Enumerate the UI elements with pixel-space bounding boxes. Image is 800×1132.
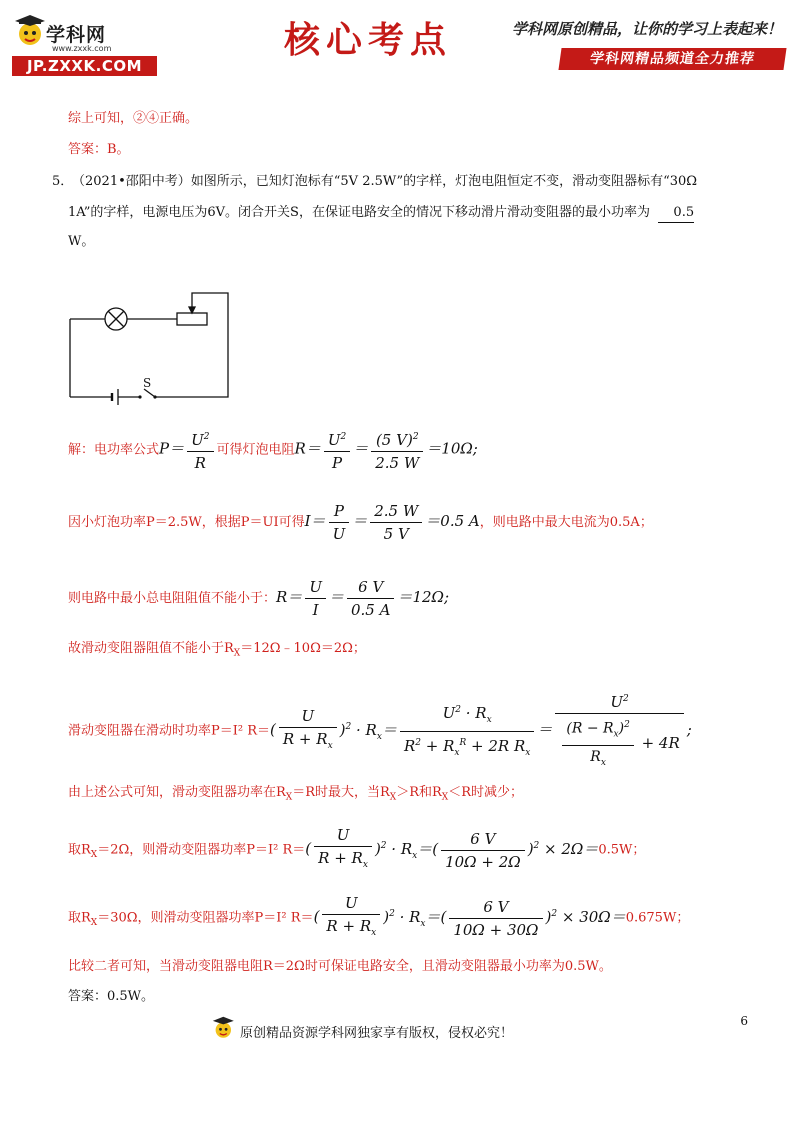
solution-1-mid: 可得灯泡电阻 [216, 442, 295, 458]
solution-line-8: 取$R_X=30\Omega$，则滑动变阻器功率P＝I² R＝( $\frac{U}{R + R_x}$ )$^2 \cdot R_x=$( $\frac{6 V}{10\Omega + 30\Omega}$ )$^2$ × 30Ω＝0.675W； [68, 894, 690, 939]
solution-4-text: 故滑动变阻器阻值不能小于R [68, 641, 234, 656]
logo-url: www.zxxk.com [52, 44, 112, 53]
solution-line-9: 比较二者可知，当滑动变阻器电阻R＝2Ω时可保证电路安全，且滑动变阻器最小功率为0.5W。 [68, 959, 612, 974]
solution-2-prefix: 因小灯泡功率P＝2.5W，根据P＝UI可得 [68, 515, 305, 530]
header-title: 核心考点 [284, 19, 453, 61]
summary-text: 综上可知，②④正确。 [68, 111, 199, 126]
solution-line-3: 则电路中最小总电阻阻值不能小于：R＝ $\frac{U}{I}$ ＝ $\frac{6 V}{0.5 A}$ ＝12Ω; [68, 578, 450, 619]
solution-line-4: 故滑动变阻器阻值不能小于$R_X=12\Omega﹣10\Omega=2\Omega$； [68, 641, 366, 659]
answer-blank: 0.5 [658, 204, 694, 223]
logo-name: 学科网 [46, 24, 107, 46]
question-line-3: W。 [68, 234, 95, 249]
switch-label: S [143, 376, 152, 390]
rheostat-icon [177, 313, 207, 325]
question-line-2-text: 1A”的字样，电源电压为6V。闭合开关S，在保证电路安全的情况下移动滑片滑动变阻器的最小功率为 [68, 205, 650, 220]
circuit-diagram [60, 285, 240, 410]
question-number: 5． [52, 174, 74, 189]
mascot-icon [212, 1016, 236, 1044]
solution-line-6: 由上述公式可知，滑动变阻器功率在$R_X=R$时最大，当$R_X>R$和$R_X<R$时减少； [68, 785, 524, 803]
question-line-2 [68, 204, 694, 223]
mascot-icon [14, 14, 48, 54]
solution-4-rest: ＝12Ω﹣10Ω＝2Ω； [240, 641, 366, 656]
solution-line-5: 滑动变阻器在滑动时功率P＝I² R＝( $\frac{U}{R + R_x}$ )$^2 \cdot R_x=$ $\frac{U^2 \cdot R_x}{R^2 + R_x^R + 2R R_x}$ ＝ $U^2$ $\frac{(R - R_x)^2}{R_x}$ + 4R ; [68, 690, 692, 772]
question-line-1: （2021•邵阳中考）如图所示，已知灯泡标有“5V 2.5W”的字样，灯泡电阻恒定不变，滑动变阻器标有“30Ω [72, 174, 698, 189]
solution-line-1: 解：电功率公式P＝ $\frac{U^2}{R}$ 可得灯泡电阻R＝ $\frac{U^2}{P}$ ＝ $\frac{(5 V)^2}{2.5 W}$ ＝10Ω; [68, 428, 478, 472]
solution-5-prefix: 滑动变阻器在滑动时功率P＝I² R＝ [68, 723, 271, 739]
solution-3-prefix: 则电路中最小总电阻阻值不能小于： [68, 591, 277, 606]
previous-answer: 答案：B。 [68, 142, 130, 157]
header-slogan: 学科网原创精品，让你的学习上表起来！ [512, 20, 783, 38]
page-number: 6 [740, 1014, 748, 1028]
logo-band: JP.ZXXK.COM [12, 56, 157, 76]
final-answer: 答案：0.5W。 [68, 989, 155, 1004]
solution-2-suffix: ，则电路中最大电流为0.5A； [479, 515, 653, 530]
promo-banner: 学科网精品频道全力推荐 [558, 48, 786, 70]
solution-line-7: 取$R_X=2\Omega$，则滑动变阻器功率P＝I² R＝( $\frac{U}{R + R_x}$ )$^2 \cdot R_x=$( $\frac{6 V}{10\Omega + 2\Omega}$ )$^2$ × 2Ω＝0.5W； [68, 826, 646, 871]
logo [12, 14, 157, 76]
solution-line-2: 因小灯泡功率P＝2.5W，根据P＝UI可得I＝ $\frac{P}{U}$ ＝ $\frac{2.5 W}{5 V}$ ＝0.5 A，则电路中最大电流为0.5A； [68, 502, 653, 543]
fraction: $\frac{U^2}{R}$ [187, 428, 213, 472]
solution-1-prefix: 解：电功率公式 [68, 442, 160, 458]
switch-icon [144, 389, 155, 397]
copyright-notice: 原创精品资源学科网独家享有版权，侵权必究！ [240, 1026, 514, 1041]
